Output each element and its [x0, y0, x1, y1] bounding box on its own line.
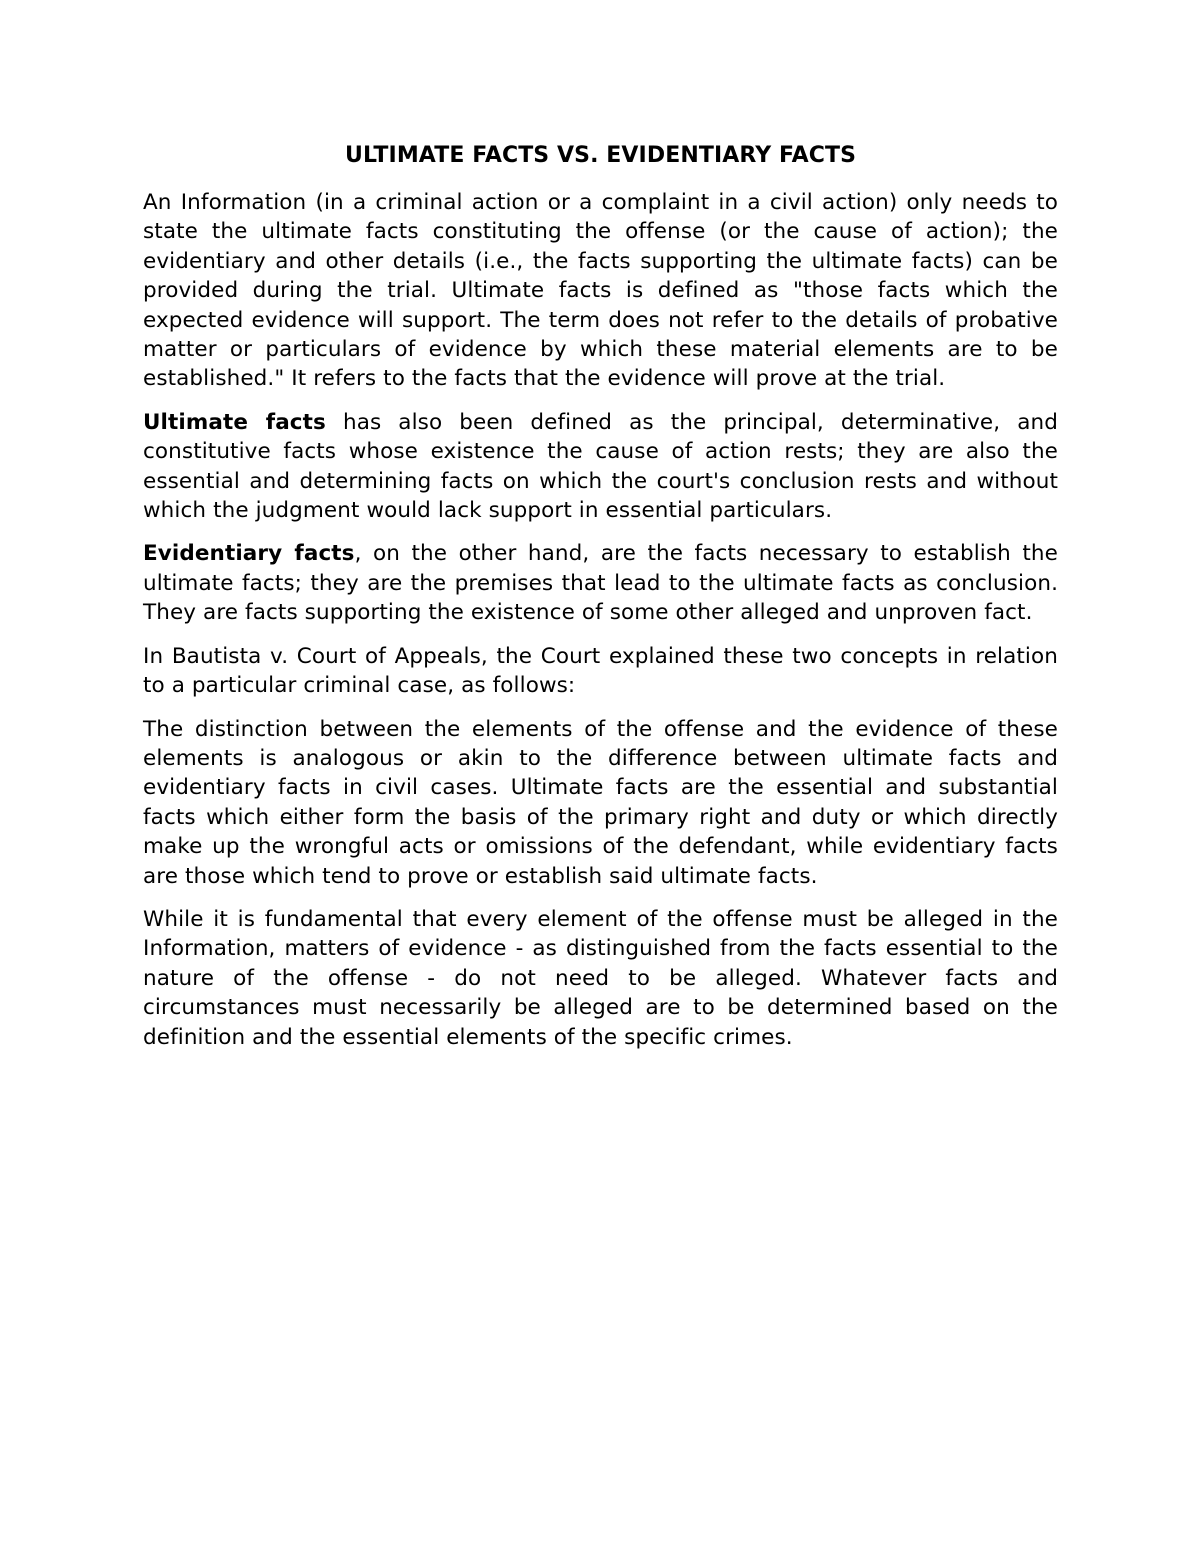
paragraph-distinction [143, 715, 1058, 891]
paragraph-text: An Information (in a criminal action or a complaint in a civil action) only needs to state the ultimate facts constituting the offense (or the cause of action); the evidentiary and other details (i.e., the facts supporting the ultimate facts) can be provided during the trial. Ultimate facts is defined as "those facts which the expected evidence will support. The term does not refer to the details of probative matter or particulars of evidence by which these material elements are to be established." It refers to the facts that the evidence will prove at the trial. [143, 190, 1058, 392]
paragraph-information [143, 188, 1058, 394]
paragraph-text: In Bautista v. Court of Appeals, the Court explained these two concepts in relation to a particular criminal case, as follows: [143, 643, 1058, 699]
paragraph-text: has also been defined as the principal, determinative, and constitutive facts whose existence the cause of action rests; they are also the essential and determining facts on which the court's conclusion rests and without which the judgment would lack support in essential particulars. [143, 409, 1058, 524]
term-evidentiary-facts: Evidentiary facts [143, 541, 355, 567]
paragraph-text: While it is fundamental that every element of the offense must be alleged in the Information, matters of evidence - as distinguished from the facts essential to the nature of the offense - do not need to be alleged. Whatever facts and circumstances must necessarily be alleged are to be determined based on the definition and the essential elements of the specific crimes. [143, 906, 1058, 1050]
paragraph-ultimate-facts-definition [143, 408, 1058, 526]
term-ultimate-facts: Ultimate facts [143, 409, 326, 435]
document-title: ULTIMATE FACTS VS. EVIDENTIARY FACTS [344, 143, 857, 168]
document-body [143, 141, 1058, 1066]
paragraph-bautista-intro [143, 642, 1058, 701]
paragraph-text: The distinction between the elements of the offense and the evidence of these elements is analogous or akin to the difference between ultimate facts and evidentiary facts in civil cases. Ultimate facts are the essential and substantial facts which either form the basis of the primary right and duty or which directly make up the wrongful acts or omissions of the defendant, while evidentiary facts are those which tend to prove or establish said ultimate facts. [143, 716, 1058, 889]
paragraph-evidentiary-facts-definition [143, 539, 1058, 627]
paragraph-allegation-requirements [143, 905, 1058, 1052]
paragraph-text: , on the other hand, are the facts necessary to establish the ultimate facts; they are the premises that lead to the ultimate facts as conclusion. They are facts supporting the existence of some other alleged and unproven fact. [143, 541, 1058, 626]
